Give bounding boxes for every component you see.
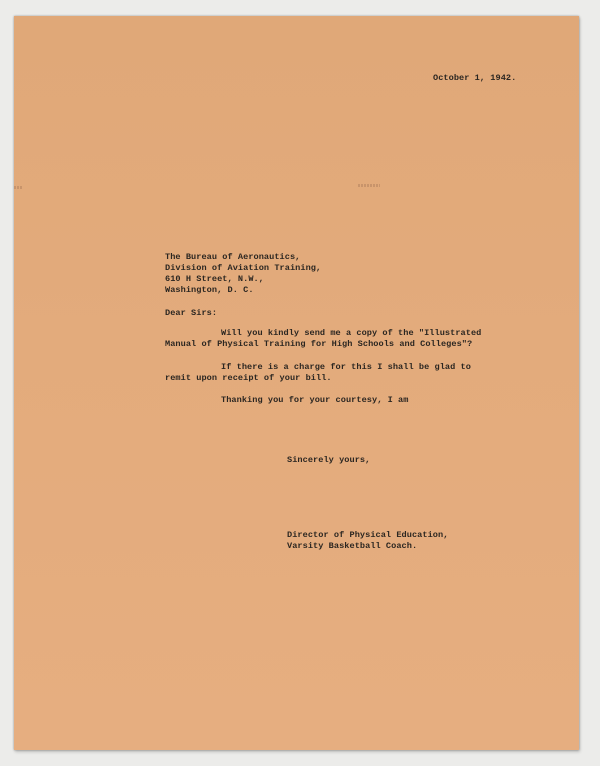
paragraph-2-line-1: If there is a charge for this I shall be glad to [221, 362, 471, 372]
recipient-line-1: The Bureau of Aeronautics, [165, 252, 301, 262]
signature-line-1: Director of Physical Education, [287, 530, 449, 540]
letter-date: October 1, 1942. [433, 73, 517, 83]
recipient-line-4: Washington, D. C. [165, 285, 254, 295]
signature-line-2: Varsity Basketball Coach. [287, 541, 418, 551]
paragraph-2-line-2: remit upon receipt of your bill. [165, 373, 332, 383]
paragraph-1-line-2: Manual of Physical Training for High Schools and Colleges"? [165, 339, 473, 349]
recipient-line-3: 610 H Street, N.W., [165, 274, 264, 284]
recipient-line-2: Division of Aviation Training, [165, 263, 322, 273]
paragraph-1-line-1: Will you kindly send me a copy of the "Illustrated [221, 328, 482, 338]
letter-page [14, 16, 579, 750]
typewriter-mark-left [14, 186, 22, 189]
body-paragraph-3: Thanking you for your courtesy, I am [221, 395, 409, 405]
closing: Sincerely yours, [287, 455, 371, 465]
typewriter-mark-center [358, 184, 380, 187]
salutation: Dear Sirs: [165, 308, 218, 318]
